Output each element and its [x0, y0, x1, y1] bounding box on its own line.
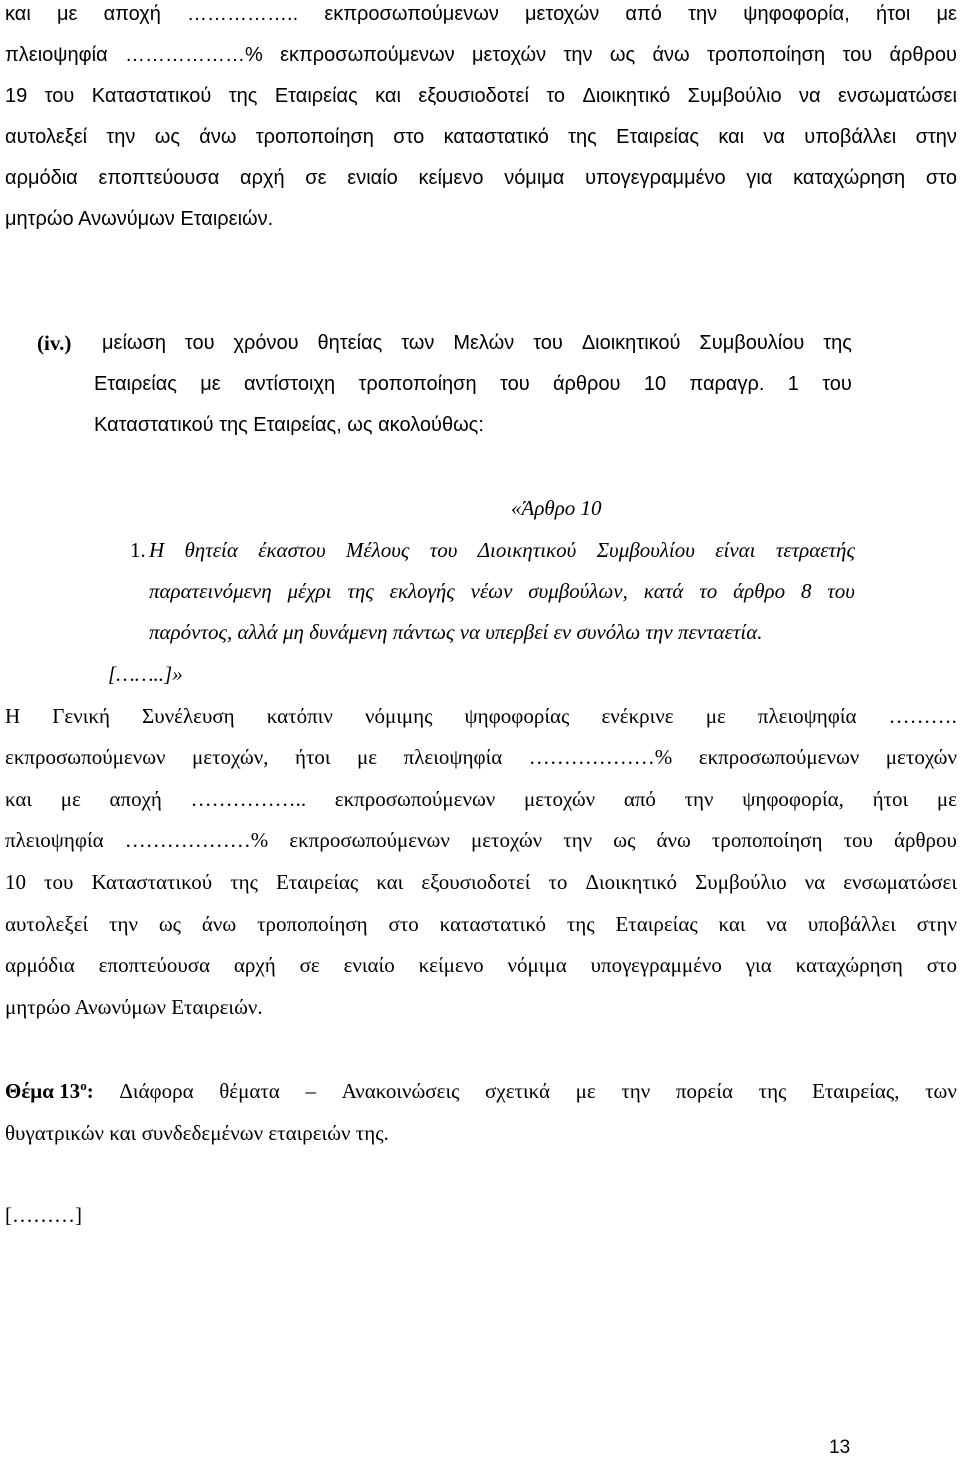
word: στην [915, 126, 957, 148]
word: Εταιρείας [615, 912, 698, 936]
word: μετοχών, [192, 745, 269, 769]
word: είναι [715, 538, 756, 562]
word: εκπροσωπούμενων [289, 828, 450, 852]
word: Εταιρείας [274, 85, 358, 107]
article-line [149, 581, 855, 602]
block1-line [5, 4, 957, 24]
word: εκπροσωπούμενων [324, 3, 499, 25]
word: άρθρο [733, 579, 786, 603]
topic-13-line [5, 1078, 957, 1103]
word: αυτολεξεί [5, 912, 89, 936]
word: το [699, 579, 718, 603]
word: συμβούλων, [528, 579, 628, 603]
word: με [200, 373, 221, 395]
word: άνω [652, 44, 690, 66]
word: ενσωματώσει [838, 85, 957, 107]
word: του [822, 373, 852, 395]
word: της [228, 85, 258, 107]
word: ………………% [124, 44, 263, 66]
word: εποπτεύουσα [98, 953, 211, 977]
word: Η [149, 538, 165, 562]
word: την [106, 126, 136, 148]
word: του [843, 828, 873, 852]
word: εξουσιοδοτεί [421, 870, 531, 894]
word: Διοικητικό [582, 85, 671, 107]
word: τροποποίηση [255, 126, 374, 148]
word: μετοχών [470, 828, 543, 852]
block2-line [5, 955, 957, 976]
word: πορεία [675, 1079, 733, 1103]
word: …………….. [187, 3, 299, 25]
word: και [718, 912, 746, 936]
block2-line [5, 914, 957, 935]
word: του [44, 85, 75, 107]
word: 8 [800, 579, 812, 603]
article-para-number: 1. [130, 538, 146, 562]
word: του [429, 538, 458, 562]
word: 1 [787, 373, 799, 395]
word: με [56, 3, 78, 25]
word: τροποποίηση [706, 44, 826, 66]
word: αρμόδια [5, 167, 78, 189]
word: Εταιρείας, [812, 1079, 900, 1103]
word: Συμβουλίου [699, 332, 805, 354]
block2-line [5, 872, 957, 893]
word: ήτοι [872, 787, 909, 811]
word: την [684, 787, 714, 811]
omission-bracket: [………] [5, 1203, 82, 1227]
word: καταστατικό [443, 126, 549, 148]
word: Μελών [453, 332, 515, 354]
word: παρατεινόμενη [149, 579, 272, 603]
article-heading: «Άρθρο 10 [511, 496, 602, 520]
word: για [746, 167, 773, 189]
word: τροποποίηση [711, 828, 823, 852]
word: την [688, 3, 718, 25]
word: Εταιρείας [94, 373, 177, 395]
word: του [842, 44, 873, 66]
word: εκπροσωπούμενων [698, 745, 860, 769]
word: να [799, 85, 821, 107]
word: του [533, 332, 563, 354]
word: εκπροσωπούμενων [334, 787, 496, 811]
word: τροποποίηση [257, 912, 368, 936]
word: μετοχών [471, 44, 547, 66]
word: Διοικητικού [477, 538, 577, 562]
word: 19 [5, 85, 28, 107]
block1-line [5, 86, 957, 106]
word: και [5, 787, 33, 811]
word: άνω [199, 126, 237, 148]
word: την [563, 828, 593, 852]
word: κείμενο [418, 953, 484, 977]
word: κατά [643, 579, 684, 603]
word: τροποποίηση [358, 373, 477, 395]
word: ψηφοφορία, [743, 3, 850, 25]
word: τετραετής [775, 538, 855, 562]
word: με [60, 787, 81, 811]
word: Μέλους [345, 538, 410, 562]
word: παραγρ. [689, 373, 765, 395]
word: στην [916, 912, 957, 936]
word: καταστατικό [439, 912, 546, 936]
word: των [925, 1079, 957, 1103]
word: σχετικά [485, 1079, 550, 1103]
word: άνω [656, 828, 691, 852]
word: και [375, 85, 401, 107]
word: θητείας [317, 332, 383, 354]
word: το [546, 85, 566, 107]
word: σε [305, 167, 327, 189]
word: 10 [643, 373, 667, 395]
article-closing: [……..]» [108, 662, 183, 686]
word: Διοικητικό [585, 870, 678, 894]
block1-line [5, 127, 957, 147]
word: πλειοψηφία [757, 704, 857, 728]
block1-line [5, 168, 957, 188]
word: υπογεγραμμένο [590, 953, 722, 977]
word: ήτοι [294, 745, 331, 769]
word: υπογεγραμμένο [585, 167, 726, 189]
word: μέχρι [287, 579, 332, 603]
word: και [718, 126, 745, 148]
word: Συνέλευση [142, 704, 235, 728]
word: από [625, 3, 662, 25]
word: Εταιρείας [275, 870, 359, 894]
word: κείμενο [418, 167, 484, 189]
word: με [575, 1079, 596, 1103]
article-line [149, 540, 855, 561]
word: Καταστατικού [91, 85, 212, 107]
word: ………………% [124, 828, 269, 852]
word: ως [158, 912, 181, 936]
word: της [347, 579, 374, 603]
word: Η [5, 704, 21, 728]
word: της [566, 912, 595, 936]
word: ενέκρινε [601, 704, 674, 728]
word: νόμιμα [507, 953, 567, 977]
word: πλειοψηφία [5, 828, 104, 852]
word: με [357, 745, 378, 769]
topic-13-line: θυγατρικών και συνδεδεμένων εταιρειών της. [5, 1121, 389, 1145]
item-iv-line [102, 333, 852, 353]
word: χρόνου [233, 332, 299, 354]
word: το [548, 870, 568, 894]
block1-line [5, 45, 957, 65]
word: του [827, 579, 855, 603]
word: Διοικητικού [581, 332, 681, 354]
word: Εταιρείας [616, 126, 700, 148]
word: πλειοψηφία [5, 44, 108, 66]
word: εποπτεύουσα [98, 167, 220, 189]
word: υποβάλλει [807, 912, 896, 936]
word: εκπροσωπούμενων [5, 745, 166, 769]
word: ………………% [528, 745, 673, 769]
word: άρθρου [552, 373, 621, 395]
word: Συμβούλιο [695, 870, 787, 894]
page-number: 13 [829, 1437, 851, 1458]
word: άνω [201, 912, 237, 936]
word: ενιαίο [347, 167, 398, 189]
word: ψηφοφορίας [464, 704, 570, 728]
word: άρθρου [889, 44, 957, 66]
word: στο [388, 912, 419, 936]
word: μείωση [102, 332, 166, 354]
word: υποβάλλει [804, 126, 897, 148]
word: με [936, 3, 957, 25]
word: πλειοψηφία [403, 745, 503, 769]
word: την [563, 44, 593, 66]
word: ήτοι [875, 3, 911, 25]
word: – [305, 1079, 316, 1103]
word: νόμιμης [364, 704, 433, 728]
block2-line [5, 830, 957, 851]
word: νόμιμα [504, 167, 565, 189]
word: του [499, 373, 530, 395]
word: αρμόδια [5, 953, 75, 977]
word: αποχή [109, 787, 162, 811]
word: αρχή [240, 167, 285, 189]
word: στο [393, 126, 425, 148]
word: ενσωματώσει [843, 870, 957, 894]
word: ως [613, 828, 636, 852]
word: μετοχών [525, 3, 600, 25]
word: από [623, 787, 656, 811]
block2-line [5, 789, 957, 810]
word: την [109, 912, 138, 936]
word: κατόπιν [266, 704, 333, 728]
article-line: παρόντος, αλλά μη δυνάμενη πάντως να υπερβεί εν συνόλω την πενταετία. [149, 620, 763, 644]
word: νέων [470, 579, 513, 603]
word: της [230, 870, 258, 894]
word: Συμβουλίου [596, 538, 695, 562]
word: του [44, 870, 74, 894]
word: …………….. [190, 787, 307, 811]
word: εκπροσωπούμενων [280, 44, 455, 66]
item-iv-line [94, 374, 852, 394]
word: στο [925, 167, 957, 189]
word: έκαστου [258, 538, 326, 562]
word: 10 [5, 870, 26, 894]
word: των [401, 332, 435, 354]
word: να [763, 126, 785, 148]
word: της [568, 126, 597, 148]
word: μετοχών [523, 787, 596, 811]
block2-line: μητρώο Ανωνύμων Εταιρειών. [5, 995, 263, 1019]
word: ………. [888, 704, 957, 728]
word: αυτολεξεί [5, 126, 88, 148]
word: Ανακοινώσεις [341, 1079, 460, 1103]
word: ενιαίο [343, 953, 395, 977]
word: Γενική [52, 704, 110, 728]
word: και [5, 3, 31, 25]
block2-line [5, 706, 957, 727]
word: με [705, 704, 726, 728]
word: εκλογής [389, 579, 455, 603]
word: καταχώρηση [795, 953, 903, 977]
word: αντίστοιχη [244, 373, 336, 395]
word: ως [609, 44, 636, 66]
word: αρχή [233, 953, 276, 977]
word: θέματα [219, 1079, 280, 1103]
word: την [621, 1079, 651, 1103]
word: ψηφοφορία, [742, 787, 844, 811]
word: μετοχών [885, 745, 957, 769]
word: της [758, 1079, 787, 1103]
word: να [766, 912, 787, 936]
topic-13-label: Θέμα $13^o$: [5, 1078, 94, 1103]
word: και [376, 870, 404, 894]
word: για [745, 953, 772, 977]
word: θητεία [184, 538, 238, 562]
word: της [823, 332, 852, 354]
item-iv-label: (iv.) [37, 331, 72, 355]
word: Καταστατικού [91, 870, 213, 894]
block1-line: μητρώο Ανωνύμων Εταιρειών. [5, 208, 274, 230]
word: σε [299, 953, 320, 977]
word: του [184, 332, 215, 354]
word: Διάφορα [119, 1079, 194, 1103]
block2-line [5, 747, 957, 768]
item-iv-line: Καταστατικού της Εταιρείας, ως ακολούθως: [94, 414, 484, 436]
word: άρθρου [894, 828, 957, 852]
word: να [804, 870, 826, 894]
word: ως [154, 126, 180, 148]
word: στο [926, 953, 957, 977]
word: καταχώρηση [793, 167, 906, 189]
word: με [936, 787, 957, 811]
word: εξουσιοδοτεί [418, 85, 529, 107]
word: αποχή [103, 3, 161, 25]
word: Συμβούλιο [687, 85, 782, 107]
